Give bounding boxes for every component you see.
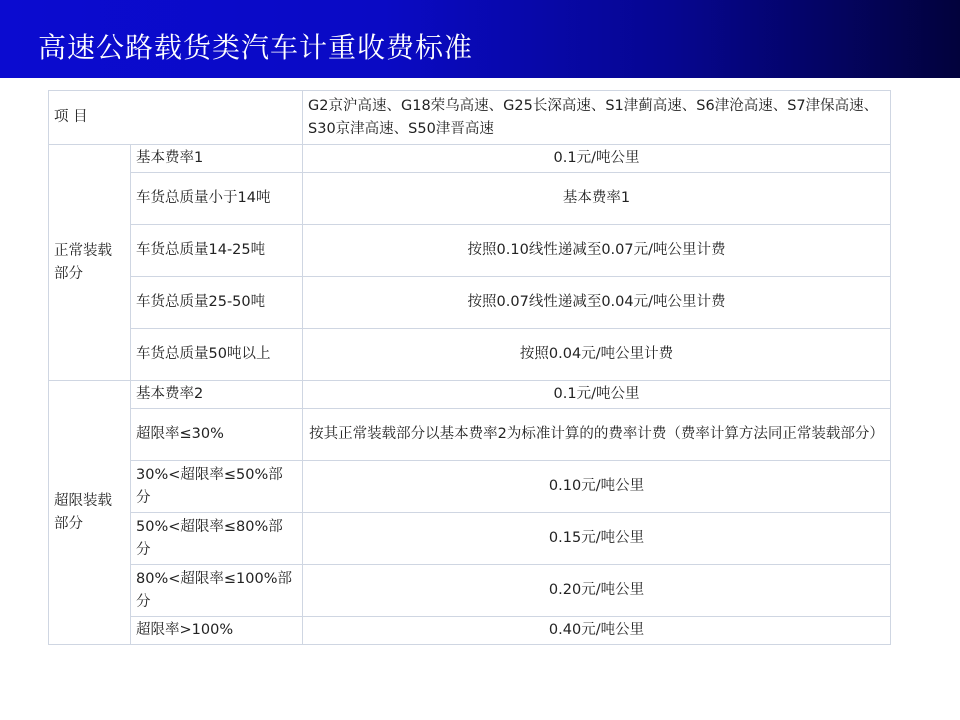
row-item-cell: 30%<超限率≤50%部分 [131,461,303,513]
row-item-cell: 80%<超限率≤100%部分 [131,565,303,617]
header-item-cell: 项 目 [49,91,303,145]
row-item-cell: 超限率≤30% [131,409,303,461]
table-row [49,565,891,617]
row-item-cell: 车货总质量25-50吨 [131,277,303,329]
group-label-overload: 超限装载部分 [49,381,131,645]
row-value-cell: 按照0.10线性递减至0.07元/吨公里计费 [303,225,891,277]
row-value-cell: 按照0.07线性递减至0.04元/吨公里计费 [303,277,891,329]
row-item-cell: 基本费率2 [131,381,303,409]
row-value-cell: 0.15元/吨公里 [303,513,891,565]
table-row [49,329,891,381]
row-value-cell: 基本费率1 [303,173,891,225]
row-value-cell: 0.1元/吨公里 [303,381,891,409]
row-value-cell: 0.20元/吨公里 [303,565,891,617]
row-item-cell: 车货总质量50吨以上 [131,329,303,381]
table-row [49,513,891,565]
table-row [49,617,891,645]
table-row [49,145,891,173]
toll-table [48,90,891,645]
row-item-cell: 车货总质量小于14吨 [131,173,303,225]
header-roads-cell: G2京沪高速、G18荣乌高速、G25长深高速、S1津蓟高速、S6津沧高速、S7津保高速、S30京津高速、S50津晋高速 [303,91,891,145]
table-row [49,409,891,461]
table-row [49,461,891,513]
row-value-cell: 按其正常装载部分以基本费率2为标准计算的的费率计费（费率计算方法同正常装载部分） [303,409,891,461]
row-item-cell: 车货总质量14-25吨 [131,225,303,277]
row-value-cell: 0.10元/吨公里 [303,461,891,513]
title-banner [0,0,960,78]
row-value-cell: 0.1元/吨公里 [303,145,891,173]
header-row [49,91,891,145]
toll-table-container [48,90,890,704]
row-item-cell: 基本费率1 [131,145,303,173]
row-value-cell: 按照0.04元/吨公里计费 [303,329,891,381]
row-item-cell: 超限率>100% [131,617,303,645]
row-value-cell: 0.40元/吨公里 [303,617,891,645]
table-row [49,173,891,225]
group-label-normal: 正常装载部分 [49,145,131,381]
table-row [49,277,891,329]
table-row [49,381,891,409]
slide-title: 高速公路载货类汽车计重收费标准 [38,31,474,64]
row-item-cell: 50%<超限率≤80%部分 [131,513,303,565]
table-row [49,225,891,277]
